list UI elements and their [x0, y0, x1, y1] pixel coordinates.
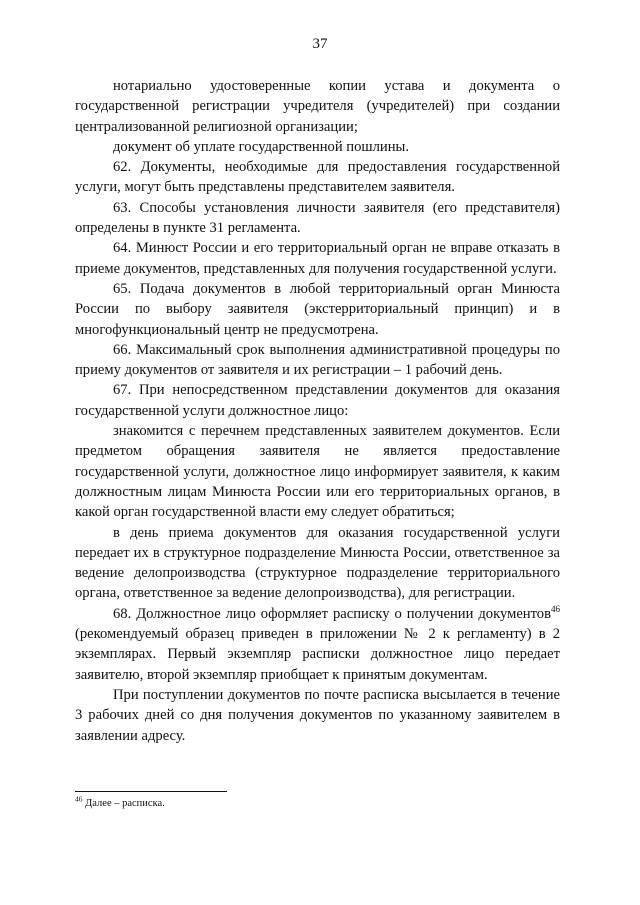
paragraph-67-review: знакомится с перечнем представленных заявителем документов. Если предметом обращения заявителя не является предоставление государственной услуги, должностное лицо информирует заявителя, к каким должностным лицам Минюста России или его территориальных органов, в какой орган государственной власти ему следует обратиться; [75, 423, 560, 521]
paragraph-mail-receipt: При поступлении документов по почте расписка высылается в течение 3 рабочих дней со дня получения документов по указанному заявителем в заявлении адресу. [75, 686, 560, 744]
paragraph-64: 64. Минюст России и его территориальный орган не вправе отказать в приеме документов, представленных для получения государственной услуги. [75, 240, 560, 277]
paragraph-66: 66. Максимальный срок выполнения административной процедуры по приему документов от заявителя и их регистрации – 1 рабочий день. [75, 341, 560, 379]
footnote-reference: 46 [551, 603, 560, 614]
footnote-mark: 46 [75, 794, 83, 804]
page-number: 37 [312, 36, 328, 52]
paragraph-fee-document: документ об уплате государственной пошлины. [113, 138, 409, 155]
footnote-divider [75, 791, 227, 792]
paragraph-68-rest: (рекомендуемый образец приведен в приложении № 2 к регламенту) в 2 экземплярах. Первый экземпляр расписки должностное лицо передает заявителю, второй экземпляр приобщает к принятым документам. [75, 626, 560, 683]
body-text [75, 76, 560, 746]
paragraph-63: 63. Способы установления личности заявителя (его представителя) определены в пункте 31 регламента. [75, 199, 560, 237]
paragraph-62: 62. Документы, необходимые для предоставления государственной услуги, могут быть представлены представителем заявителя. [75, 159, 560, 196]
paragraph-67-transfer: в день приема документов для оказания государственной услуги передает их в структурное подразделение Минюста России, ответственное за ведение делопроизводства (структурное подразделение территориального органа, ответственное за ведение делопроизводства), для регистрации. [75, 524, 560, 602]
paragraph-68 [75, 604, 560, 685]
paragraph-67: 67. При непосредственном представлении документов для оказания государственной услуги должностное лицо: [75, 382, 560, 419]
paragraph-notarized-copies: нотариально удостоверенные копии устава и документа о государственной регистрации учредителя (учредителей) при создании централизованной религиозной организации; [75, 78, 560, 135]
footnote [75, 794, 165, 811]
paragraph-65: 65. Подача документов в любой территориальный орган Минюста России по выбору заявителя (экстерриториальный принцип) и в многофункциональный центр не предусмотрена. [75, 280, 560, 338]
footnote-text: Далее – расписка. [82, 798, 165, 809]
paragraph-68-start: 68. Должностное лицо оформляет расписку о получении документов [113, 605, 551, 622]
